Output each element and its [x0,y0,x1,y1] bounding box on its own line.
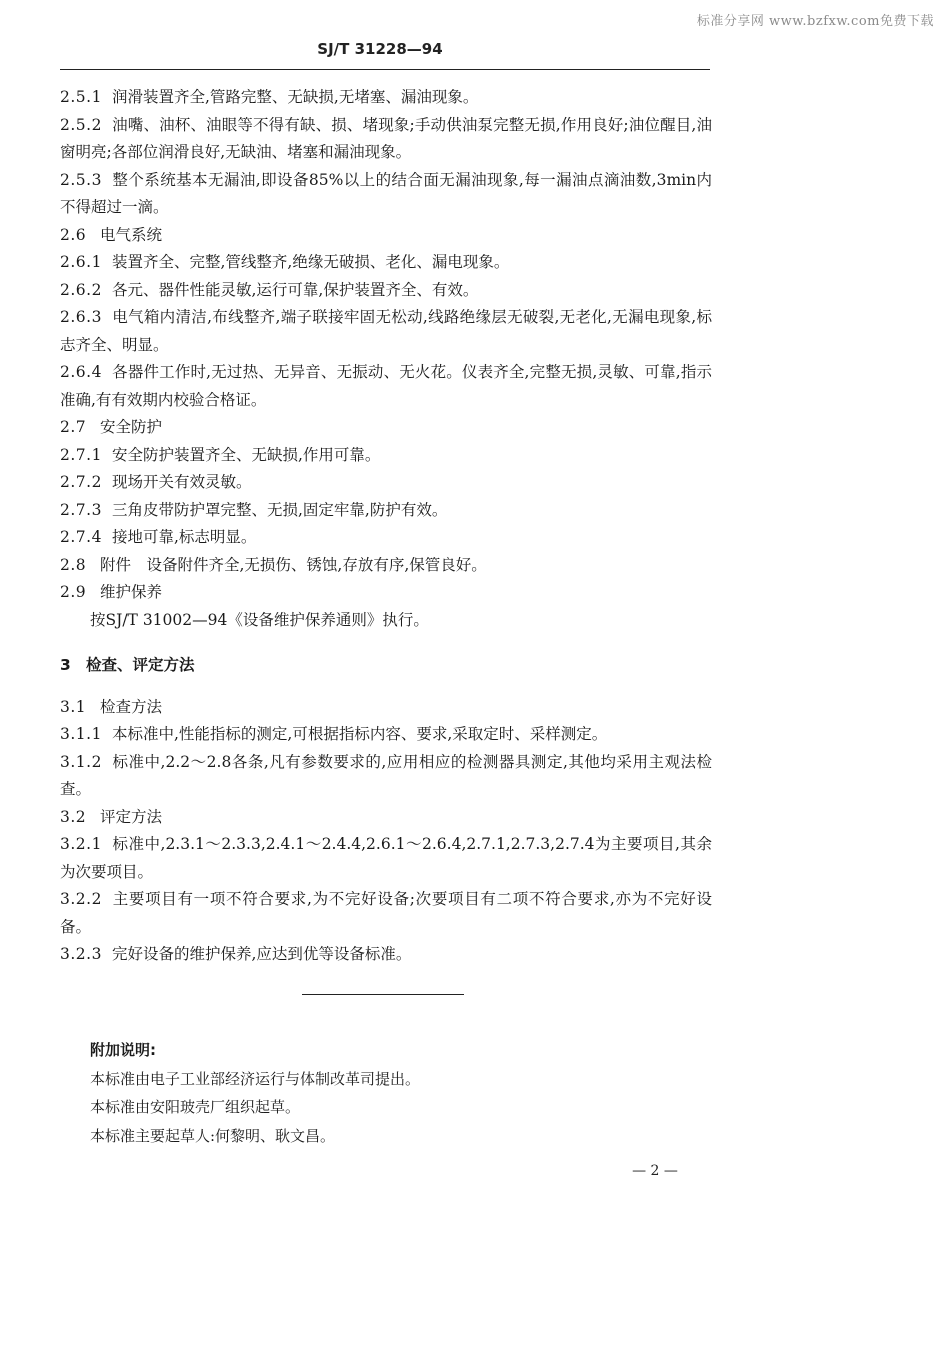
clause-number: 2.6.3 [60,308,102,326]
clause-2-7 [60,414,712,442]
clause-number: 3.2 [60,807,87,826]
appendix-notes [90,1036,690,1150]
clause-number: 3.1.2 [60,752,102,771]
clause-number: 3.1 [60,697,87,716]
clause-text: 标准中,2.3.1～2.3.3,2.4.1～2.4.4,2.6.1～2.6.4,2.7.1,2.7.3,2.7.4为主要项目,其余为次要项目。 [60,835,712,881]
clause-number: 2.9 [60,583,87,601]
section-number: 3 [60,656,71,674]
clause-number: 2.7.3 [60,500,102,519]
clause-text: 油嘴、油杯、油眼等不得有缺、损、堵现象;手动供油泵完整无损,作用良好;油位醒目,油窗明亮;各部位润滑良好,无缺油、堵塞和漏油现象。 [60,115,712,161]
clause-3-1-2 [60,749,712,804]
clause-text: 附件 设备附件齐全,无损伤、锈蚀,存放有序,保管良好。 [100,555,487,574]
clause-2-7-4 [60,524,712,552]
clause-2-6-2 [60,277,712,305]
appendix-line: 本标准由安阳玻壳厂组织起草。 [90,1098,301,1116]
section-title: 检查、评定方法 [86,656,195,674]
header-divider [60,69,710,70]
clause-2-9 [60,579,712,607]
clause-text: 检查方法 [100,697,163,716]
clause-text: 三角皮带防护罩完整、无损,固定牢靠,防护有效。 [112,500,448,519]
clause-3-2-3 [60,941,712,969]
clause-text: 本标准中,性能指标的测定,可根据指标内容、要求,采取定时、采样测定。 [112,725,608,743]
clause-text: 完好设备的维护保养,应达到优等设备标准。 [112,945,412,963]
clause-number: 3.1.1 [60,725,102,743]
end-of-text-rule [302,994,464,995]
appendix-line: 本标准由电子工业部经济运行与体制改革司提出。 [90,1069,421,1088]
clause-text: 评定方法 [100,807,163,826]
clause-number: 2.5.2 [60,115,102,134]
clause-text: 现场开关有效灵敏。 [112,473,252,491]
clause-number: 2.7.1 [60,445,102,464]
clause-2-8 [60,552,712,580]
clause-number: 2.6.4 [60,363,102,381]
clause-2-5-1 [60,84,712,112]
clause-3-2-2 [60,886,712,941]
clause-number: 2.5.3 [60,170,102,189]
document-body [60,84,712,969]
clause-number: 2.8 [60,555,87,574]
clause-2-5-2 [60,112,712,167]
clause-text: 电气箱内清洁,布线整齐,端子联接牢固无松动,线路绝缘层无破裂,无老化,无漏电现象,标志齐全、明显。 [60,308,712,354]
clause-2-6-4 [60,359,712,414]
clause-text: 主要项目有一项不符合要求,为不完好设备;次要项目有二项不符合要求,亦为不完好设备。 [60,890,712,936]
clause-text: 装置齐全、完整,管线整齐,绝缘无破损、老化、漏电现象。 [112,253,510,271]
page-number: — 2 — [632,1163,678,1179]
appendix-title: 附加说明: [90,1041,156,1059]
section-3-heading [60,652,712,680]
clause-3-2-1 [60,831,712,886]
clause-2-7-3 [60,497,712,525]
clause-number: 2.7 [60,418,87,436]
clause-2-6-3 [60,304,712,359]
clause-text: 维护保养 [100,583,163,601]
clause-number: 2.6.2 [60,280,102,299]
maintenance-note: 按SJ/T 31002—94《设备维护保养通则》执行。 [90,610,429,629]
clause-2-6 [60,222,712,250]
clause-text: 整个系统基本无漏油,即设备85%以上的结合面无漏油现象,每一漏油点滴油数,3min内不得超过一滴。 [60,170,712,216]
clause-text: 标准中,2.2～2.8各条,凡有参数要求的,应用相应的检测器具测定,其他均采用主观法检查。 [60,752,712,798]
clause-2-7-2 [60,469,712,497]
clause-2-6-1 [60,249,712,277]
clause-number: 2.6 [60,225,87,244]
clause-text: 各器件工作时,无过热、无异音、无振动、无火花。仪表齐全,完整无损,灵敏、可靠,指示准确,有有效期内校验合格证。 [60,363,712,409]
clause-number: 2.6.1 [60,253,102,271]
clause-text: 接地可靠,标志明显。 [112,528,257,546]
clause-number: 3.2.1 [60,835,102,853]
clause-text: 安全防护 [100,418,163,436]
clause-number: 2.7.4 [60,528,102,546]
clause-text: 电气系统 [100,225,163,244]
clause-number: 3.2.3 [60,945,102,963]
clause-number: 2.5.1 [60,88,102,106]
clause-number: 3.2.2 [60,890,102,908]
clause-2-7-1 [60,442,712,470]
clause-2-5-3 [60,167,712,222]
clause-number: 2.7.2 [60,473,102,491]
watermark-text: 标准分享网 www.bzfxw.com免费下载 [696,14,934,29]
clause-3-1 [60,694,712,722]
clause-text: 安全防护装置齐全、无缺损,作用可靠。 [112,445,381,464]
standard-code-header: SJ/T 31228—94 [317,40,443,58]
clause-3-1-1 [60,721,712,749]
clause-text: 各元、器件性能灵敏,运行可靠,保护装置齐全、有效。 [112,280,479,299]
clause-3-2 [60,804,712,832]
appendix-line: 本标准主要起草人:何黎明、耿文昌。 [90,1126,336,1145]
clause-text: 润滑装置齐全,管路完整、无缺损,无堵塞、漏油现象。 [112,88,479,106]
